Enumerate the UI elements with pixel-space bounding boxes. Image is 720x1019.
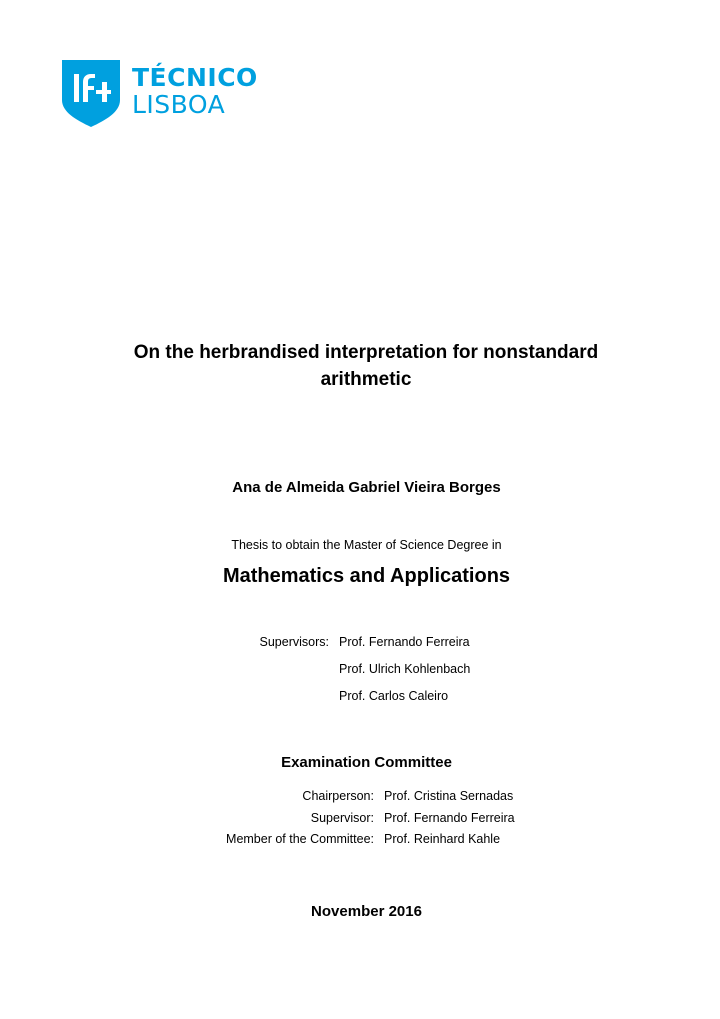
thesis-title xyxy=(60,339,672,393)
author-name: Ana de Almeida Gabriel Vieira Borges xyxy=(232,479,501,496)
thesis-date: November 2016 xyxy=(311,903,422,920)
committee-role: Supervisor: xyxy=(310,810,374,825)
title-line-2: arithmetic xyxy=(320,369,412,390)
title-line-1: On the herbrandised interpretation for nonstandard xyxy=(133,342,599,363)
supervisors-label: Supervisors: xyxy=(259,635,329,649)
ist-shield-icon xyxy=(62,60,120,128)
supervisor-name: Prof. Carlos Caleiro xyxy=(339,689,449,703)
degree-name: Mathematics and Applications xyxy=(222,565,511,587)
committee-member-name: Prof. Fernando Ferreira xyxy=(384,810,515,825)
supervisor-name: Prof. Ulrich Kohlenbach xyxy=(339,662,471,676)
supervisor-name: Prof. Fernando Ferreira xyxy=(339,635,470,649)
committee-role: Chairperson: xyxy=(302,789,374,803)
supervisors-list xyxy=(339,629,639,710)
committee-role: Member of the Committee: xyxy=(226,832,374,846)
committee-member-name: Prof. Reinhard Kahle xyxy=(384,832,501,846)
logo-line-1: TÉCNICO xyxy=(132,63,258,92)
committee-row xyxy=(0,789,720,811)
committee-list xyxy=(0,789,720,854)
committee-member-name: Prof. Cristina Sernadas xyxy=(384,789,514,803)
committee-row xyxy=(0,811,720,833)
thesis-purpose: Thesis to obtain the Master of Science Degree in xyxy=(231,538,502,552)
logo-line-2: LISBOA xyxy=(132,90,226,119)
ist-logo xyxy=(62,60,258,128)
committee-heading: Examination Committee xyxy=(281,754,452,771)
committee-row xyxy=(0,832,720,854)
